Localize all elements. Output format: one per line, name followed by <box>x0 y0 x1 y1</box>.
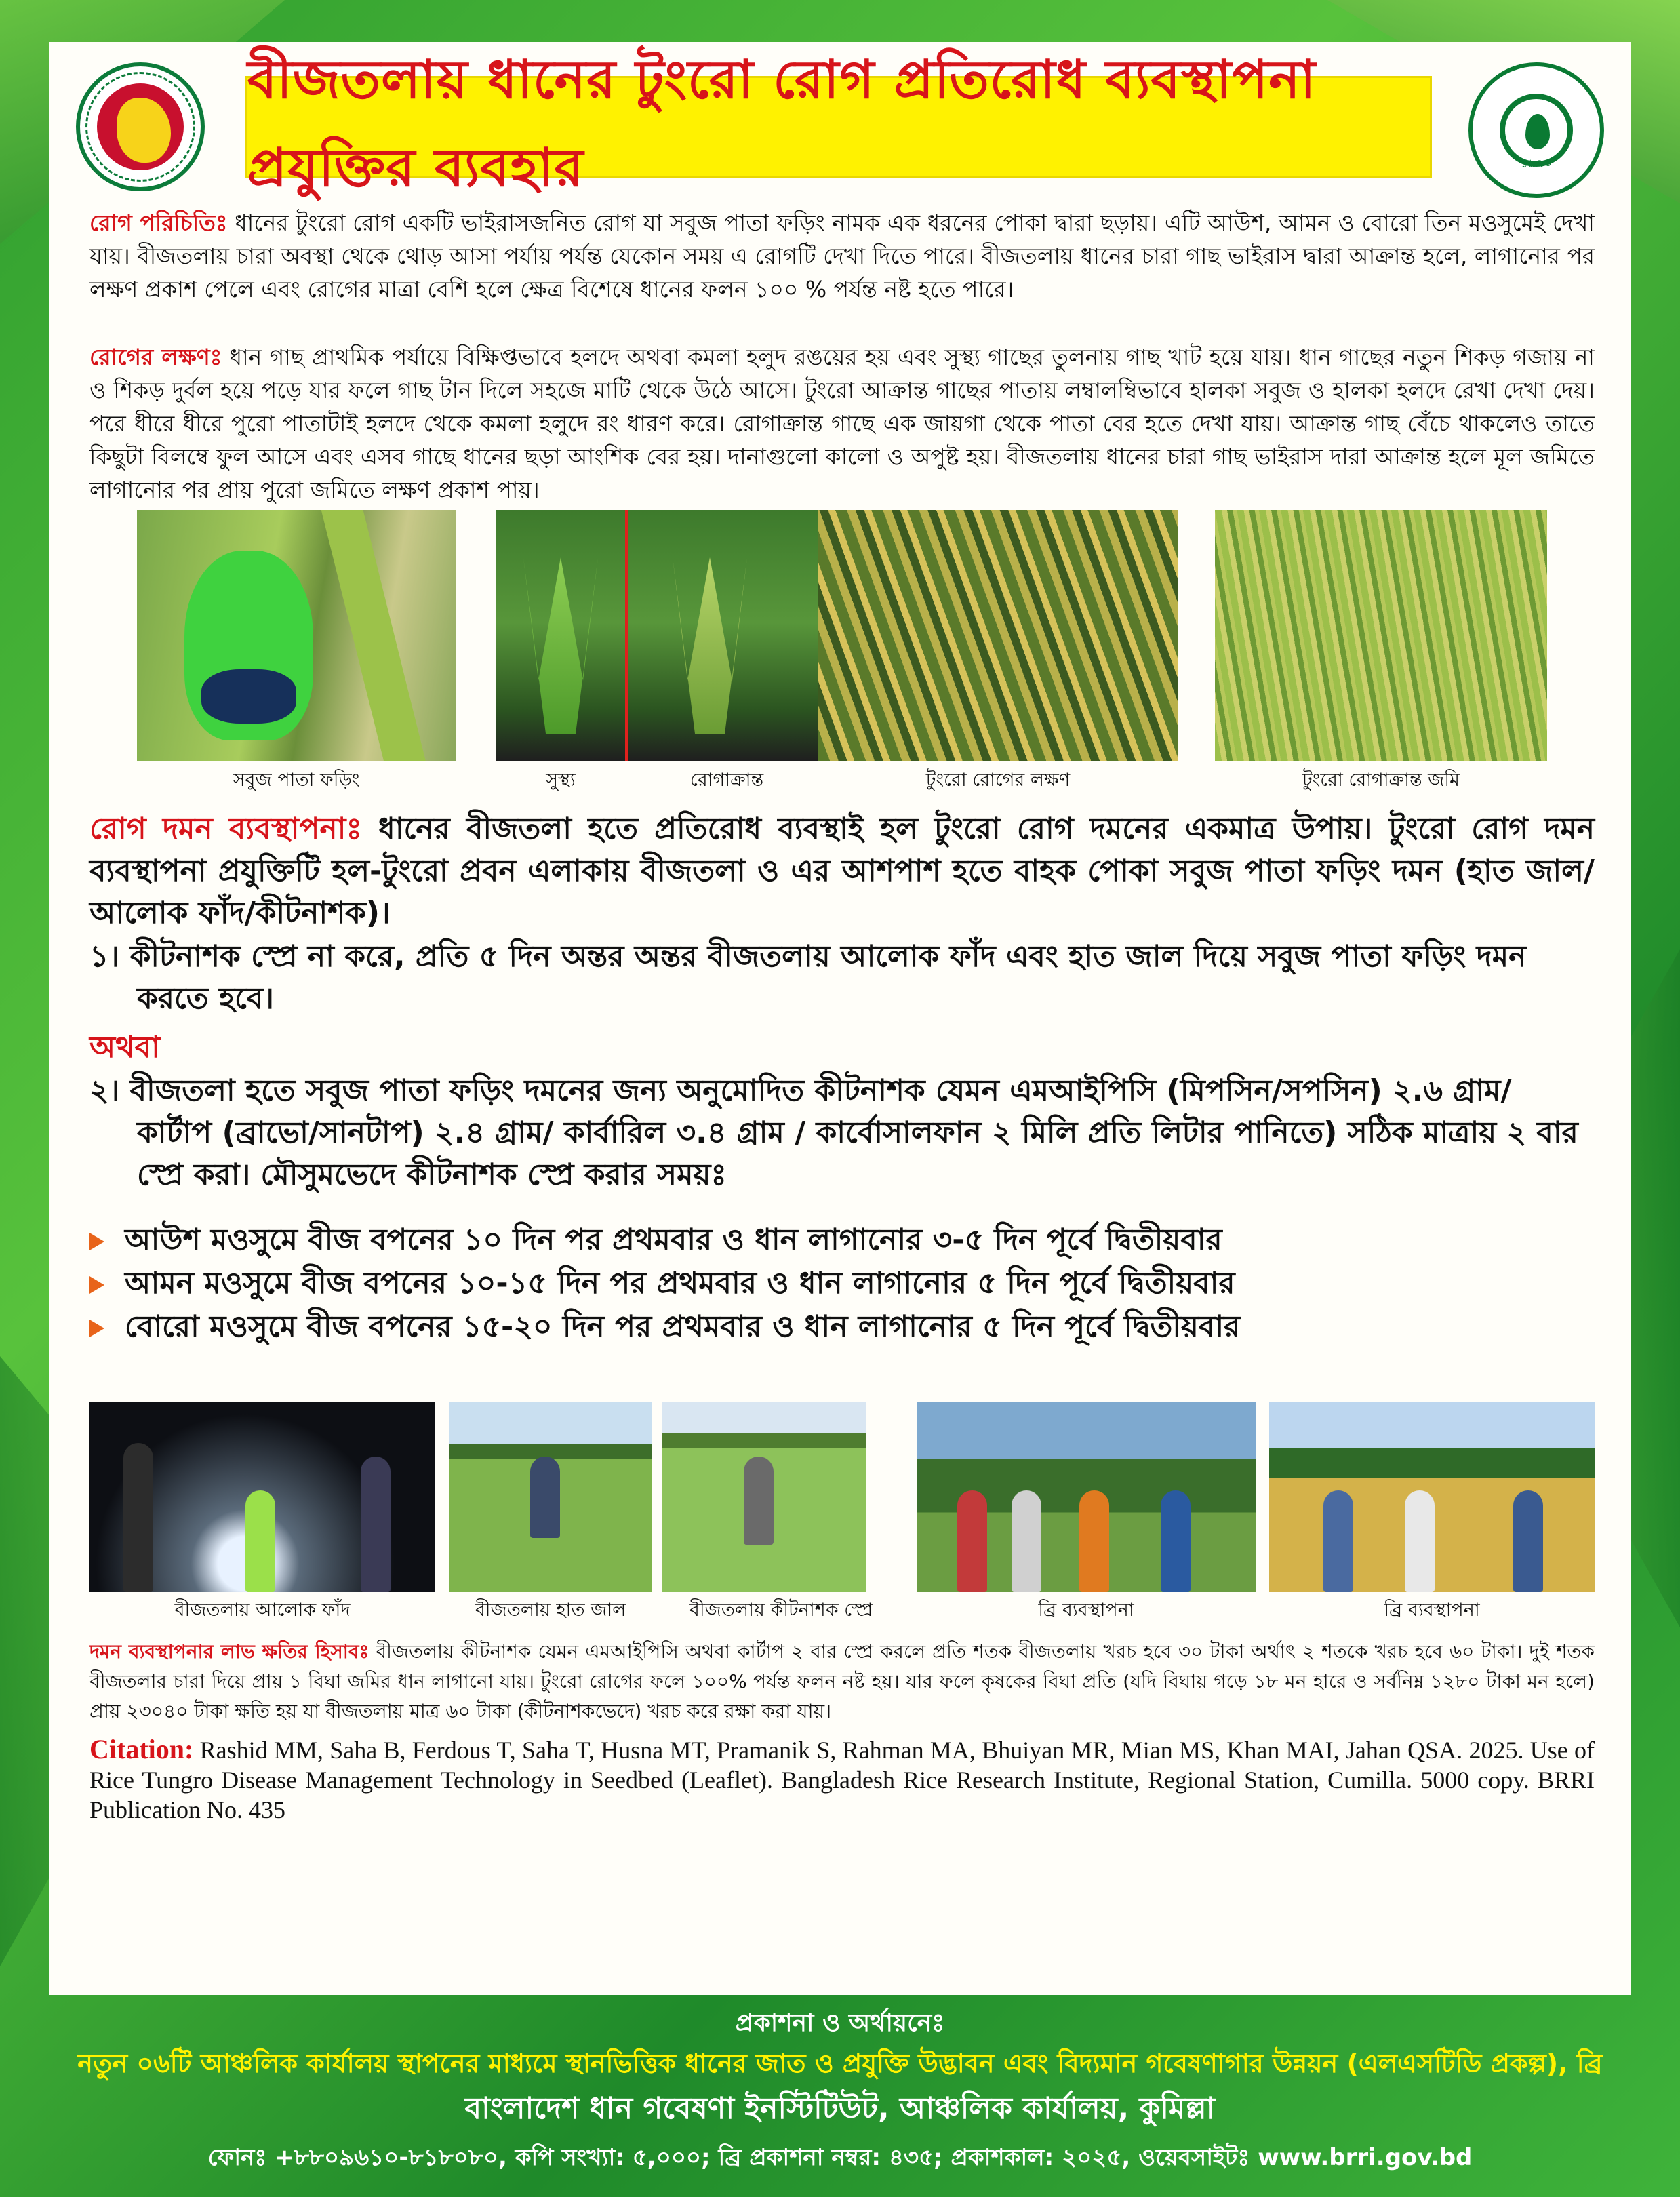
light-trap-photo <box>89 1402 435 1592</box>
photo-caption: সবুজ পাতা ফড়িং <box>233 770 360 791</box>
symptoms-label: রোগের লক্ষণঃ <box>89 344 222 370</box>
bangladesh-govt-seal-icon <box>76 62 205 191</box>
photo-caption: ব্রি ব্যবস্থাপনা <box>1384 1600 1480 1621</box>
footer-contact: ফোনঃ +৮৮০৯৬১০-৮১৮০৮০, কপি সংখ্যা: ৫,০০০; ব্রি প্রকাশনা নম্বর: ৪৩৫; প্রকাশকাল: ২০২৫, ওয়েবসাইটঃ www.brri.gov.bd <box>207 2144 1473 2171</box>
page-title: বীজতলায় ধানের টুংরো রোগ প্রতিরোধ ব্যবস্থাপনা প্রযুক্তির ব্যবহার <box>247 50 1317 199</box>
tungro-infected-field-photo <box>1215 510 1547 761</box>
healthy-vs-infected-seedling-photo <box>496 510 828 761</box>
triangle-bullet-icon <box>89 1233 104 1250</box>
cost-benefit-label: দমন ব্যবস্থাপনার লাভ ক্ষতির হিসাবঃ <box>89 1640 369 1663</box>
season-bullet: বোরো মওসুমে বীজ বপনের ১৫-২০ দিন পর প্রথমবার ও ধান লাগানোর ৫ দিন পূর্বে দ্বিতীয়বার <box>89 1306 1240 1348</box>
cost-benefit-text: বীজতলায় কীটনাশক যেমন এমআইপিসি অথবা কার্টাপ ২ বার স্প্রে করলে প্রতি শতক বীজতলায় খরচ হবে ৩০ টাকা অর্থাৎ ২ শতকে খরচ হবে ৬০ টাকা। দুই শতক বীজতলার চারা দিয়ে প্রায় ১ বিঘা জমির ধান লাগানো যায়। টুংরো রোগের ফলে ১০০% পর্যন্ত ফলন নষ্ট হয়। যার ফলে কৃষকের বিঘা প্রতি (যদি বিঘায় গড়ে ১৮ মন হারে ও সর্বনিম্ন ১২৮০ টাকা মন হলে) প্রায় ২৩০৪০ টাকা ক্ষতি হয় যা বীজতলায় মাত্র ৬০ টাকা (কীটনাশকভেদে) খরচ করে রক্ষা করা যায়। <box>89 1640 1595 1722</box>
citation-text: Rashid MM, Saha B, Ferdous T, Saha T, Husna MT, Pramanik S, Rahman MA, Bhuiyan MR, Mian MS, Khan MAI, Jahan QSA. 2025. Use of Rice Tungro Disease Management Technology in Seedbed (Leaflet). Bangladesh Rice Research Institute, Regional Station, Cumilla. 5000 copy. BRRI Publication No. 435 <box>89 1737 1595 1823</box>
management-or: অথবা <box>89 1030 160 1065</box>
brri-management-field-photo <box>1269 1402 1595 1592</box>
photo-caption: বীজতলায় কীটনাশক স্প্রে <box>689 1600 873 1621</box>
management-item-2: ২। বীজতলা হতে সবুজ পাতা ফড়িং দমনের জন্য অনুমোদিত কীটনাশক যেমন এমআইপিসি (মিপসিন/সপসিন) ২.৬ গ্রাম/ কার্টাপ (ব্রাভো/সানটাপ) ২.৪ গ্রাম/ কার্বারিল ৩.৪ গ্রাম / কার্বোসালফান ২ মিলি প্রতি লিটার পানিতে) সঠিক মাত্রায় ২ বার স্প্রে করা। মৌসুমভেদে কীটনাশক স্প্রে করার সময়ঃ <box>89 1073 1578 1192</box>
photo-caption: টুংরো রোগের লক্ষণ <box>925 770 1071 791</box>
management-text: ধানের বীজতলা হতে প্রতিরোধ ব্যবস্থাই হল টুংরো রোগ দমনের একমাত্র উপায়। টুংরো রোগ দমন ব্যবস্থাপনা প্রযুক্তিটি হল-টুংরো প্রবন এলাকায় বীজতলা ও এর আশপাশ হতে বাহক পোকা সবুজ পাতা ফড়িং দমন (হাত জাল/ আলোক ফাঁদ/কীটনাশক)। <box>89 812 1595 930</box>
intro-label: রোগ পরিচিতিঃ <box>89 210 228 236</box>
header <box>49 50 1631 212</box>
tungro-symptom-photo <box>818 510 1178 761</box>
insecticide-spray-photo <box>662 1402 866 1592</box>
brri-logo-icon <box>1468 62 1604 198</box>
management-paragraph <box>89 808 1595 934</box>
footer-publisher-label: প্রকাশনা ও অর্থায়নেঃ <box>735 2009 945 2037</box>
hand-net-photo <box>449 1402 652 1592</box>
citation <box>89 1735 1595 1825</box>
photo-divider <box>625 510 628 761</box>
triangle-bullet-icon <box>89 1320 104 1337</box>
photo-caption: রোগাক্রান্ত <box>689 770 764 791</box>
footer <box>0 1996 1680 2197</box>
photo-caption: টুংরো রোগাক্রান্ত জমি <box>1302 770 1460 791</box>
intro-paragraph <box>89 206 1595 306</box>
footer-project: নতুন ০৬টি আঞ্চলিক কার্যালয় স্থাপনের মাধ্যমে স্থানভিত্তিক ধানের জাত ও প্রযুক্তি উদ্ভাবন এবং বিদ্যমান গবেষণাগার উন্নয়ন (এলএসটিডি প্রকল্প), ব্রি <box>77 2048 1603 2078</box>
photo-caption: বীজতলায় আলোক ফাঁদ <box>174 1600 351 1621</box>
title-banner <box>245 50 1432 199</box>
symptoms-paragraph <box>89 340 1595 507</box>
triangle-bullet-icon <box>89 1276 104 1294</box>
photo-caption: সুস্থ্য <box>546 770 576 791</box>
intro-text: ধানের টুংরো রোগ একটি ভাইরাসজনিত রোগ যা সবুজ পাতা ফড়িং নামক এক ধরনের পোকা দ্বারা ছড়ায়। এটি আউশ, আমন ও বোরো তিন মওসুমেই দেখা যায়। বীজতলায় চারা অবস্থা থেকে থোড় আসা পর্যায় পর্যন্ত যেকোন সময় এ রোগটি দেখা দিতে পারে। বীজতলায় ধানের চারা গাছ ভাইরাস দ্বারা আক্রান্ত হলে, লাগানোর পর লক্ষণ প্রকাশ পেলে এবং রোগের মাত্রা বেশি হলে ক্ষেত্র বিশেষে ধানের ফলন ১০০ % পর্যন্ত নষ্ট হতে পারে। <box>89 210 1595 302</box>
management-item-1: ১। কীটনাশক স্প্রে না করে, প্রতি ৫ দিন অন্তর অন্তর বীজতলায় আলোক ফাঁদ এবং হাত জাল দিয়ে সবুজ পাতা ফড়িং দমন করতে হবে। <box>89 939 1527 1016</box>
leaflet-panel <box>49 42 1631 1995</box>
citation-label: Citation: <box>89 1734 194 1764</box>
season-bullet: আমন মওসুমে বীজ বপনের ১০-১৫ দিন পর প্রথমবার ও ধান লাগানোর ৫ দিন পূর্বে দ্বিতীয়বার <box>89 1263 1235 1305</box>
logo-year: ১৯৭০ <box>1520 157 1553 171</box>
green-leafhopper-photo <box>137 510 456 761</box>
photo-caption: ব্রি ব্যবস্থাপনা <box>1038 1600 1134 1621</box>
season-bullet: আউশ মওসুমে বীজ বপনের ১০ দিন পর প্রথমবার ও ধান লাগানোর ৩-৫ দিন পূর্বে দ্বিতীয়বার <box>89 1219 1222 1261</box>
brri-management-group-photo <box>917 1402 1256 1592</box>
cost-benefit-paragraph <box>89 1637 1595 1726</box>
footer-institute: বাংলাদেশ ধান গবেষণা ইনস্টিটিউট, আঞ্চলিক কার্যালয়, কুমিল্লা <box>464 2091 1216 2126</box>
photo-caption: বীজতলায় হাত জাল <box>475 1600 626 1621</box>
symptoms-text: ধান গাছ প্রাথমিক পর্যায়ে বিক্ষিপ্তভাবে হলদে অথবা কমলা হলুদ রঙয়ের হয় এবং সুস্থ্য গাছের তুলনায় গাছ খাট হয়ে যায়। ধান গাছের নতুন শিকড় গজায় না ও শিকড় দুর্বল হয়ে পড়ে যার ফলে গাছ টান দিলে সহজে মাটি থেকে উঠে আসে। টুংরো আক্রান্ত গাছের পাতায় লম্বালম্বিভাবে হালকা সবুজ ও হালকা হলদে রেখা দেখা দেয়। পরে ধীরে ধীরে পুরো পাতাটাই হলদে থেকে কমলা হলুদে রং ধারণ করে। রোগাক্রান্ত গাছে এক জায়গা থেকে পাতা বের হতে দেখা যায়। আক্রান্ত গাছ বেঁচে থাকলেও তাতে কিছুটা বিলম্বে ফুল আসে এবং এসব গাছে ধানের ছড়া আংশিক বের হয়। দানাগুলো কালো ও অপুষ্ট হয়। বীজতলায় ধানের চারা গাছ ভাইরাস দারা আক্রান্ত হলে মূল জমিতে লাগানোর পর প্রায় পুরো জমিতে লক্ষণ প্রকাশ পায়। <box>89 344 1595 503</box>
management-label: রোগ দমন ব্যবস্থাপনাঃ <box>89 812 362 846</box>
